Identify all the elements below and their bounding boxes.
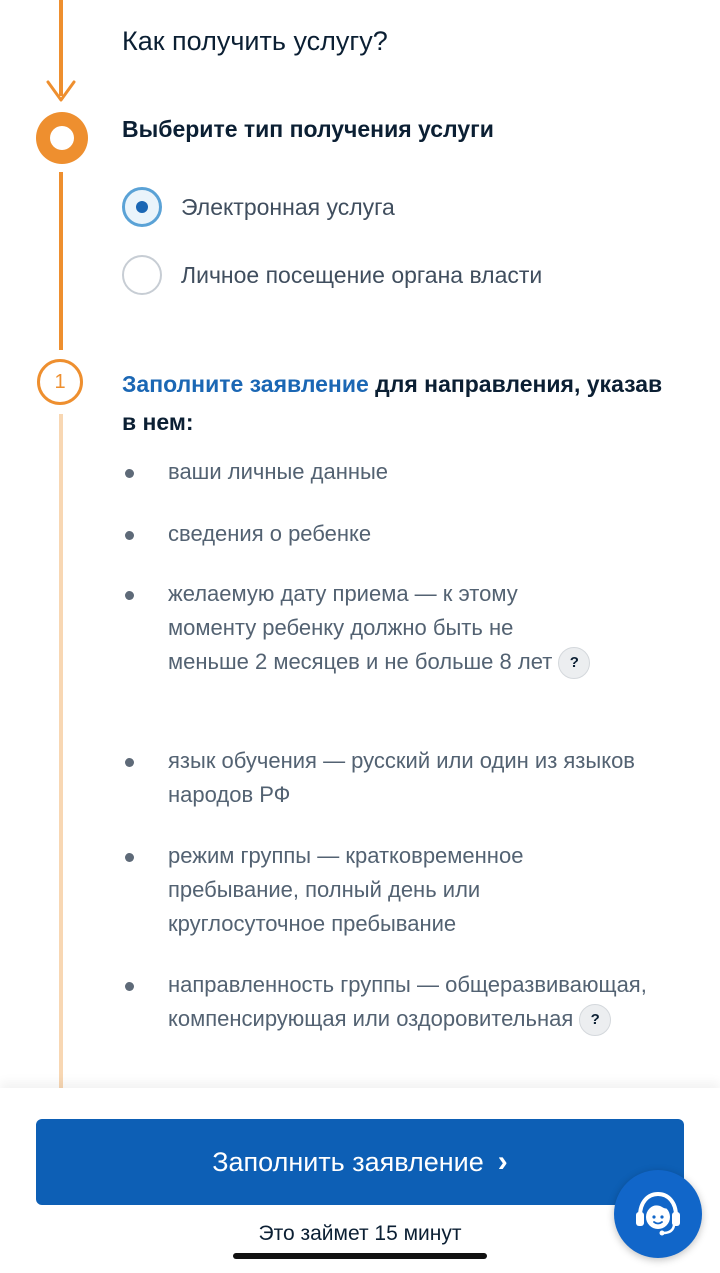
support-agent-icon[interactable]	[614, 1170, 702, 1258]
radio-label: Электронная услуга	[181, 193, 395, 220]
fill-application-button[interactable]	[36, 1119, 684, 1205]
bullet-icon	[125, 591, 134, 600]
list-item-text: ваши личные данные	[168, 459, 389, 484]
help-icon[interactable]: ?	[579, 1004, 611, 1036]
list-item-text	[168, 577, 598, 679]
fill-application-link[interactable]: Заполните заявление	[122, 371, 369, 397]
radio-button-checked[interactable]	[122, 187, 162, 227]
step1-title	[122, 365, 682, 441]
help-icon[interactable]: ?	[558, 647, 590, 679]
bullet-icon	[125, 531, 134, 540]
arrow-down-icon	[46, 78, 76, 104]
list-item-text	[168, 968, 648, 1036]
list-item-text: язык обучения — русский или один из языков народов РФ	[168, 748, 635, 807]
home-indicator	[233, 1253, 487, 1259]
page-title: Как получить услугу?	[122, 26, 388, 56]
list-item-text-content: желаемую дату приема — к этому моменту ребенку должно быть не меньше 2 месяцев и не больше 8 лет	[168, 581, 553, 674]
bullet-icon	[125, 982, 134, 991]
current-step-marker	[36, 112, 88, 164]
choose-type-heading: Выберите тип получения услуги	[122, 116, 494, 142]
radio-button-unchecked[interactable]	[122, 255, 162, 295]
bullet-icon	[125, 853, 134, 862]
radio-option-personal-visit[interactable]	[122, 255, 542, 295]
chevron-right-icon: ›	[497, 1145, 508, 1178]
duration-note: Это займет 15 минут	[258, 1222, 462, 1245]
button-label: Заполнить заявление	[212, 1146, 484, 1177]
radio-label: Личное посещение органа власти	[181, 261, 543, 288]
step1-title-rest: для направления, указав в нем:	[122, 371, 663, 435]
timeline-line	[59, 172, 63, 350]
step-number-badge: 1	[37, 359, 83, 405]
bullet-icon	[125, 469, 134, 478]
list-item-text-content: направленность группы — общеразвивающая, компенсирующая или оздоровительная	[168, 972, 647, 1031]
bullet-icon	[125, 758, 134, 767]
list-item-text: сведения о ребенке	[168, 521, 372, 546]
list-item-text: режим группы — кратковременное пребывание, полный день или круглосуточное пребывание	[168, 843, 524, 936]
timeline-line	[59, 414, 63, 1094]
radio-option-electronic[interactable]	[122, 187, 395, 227]
